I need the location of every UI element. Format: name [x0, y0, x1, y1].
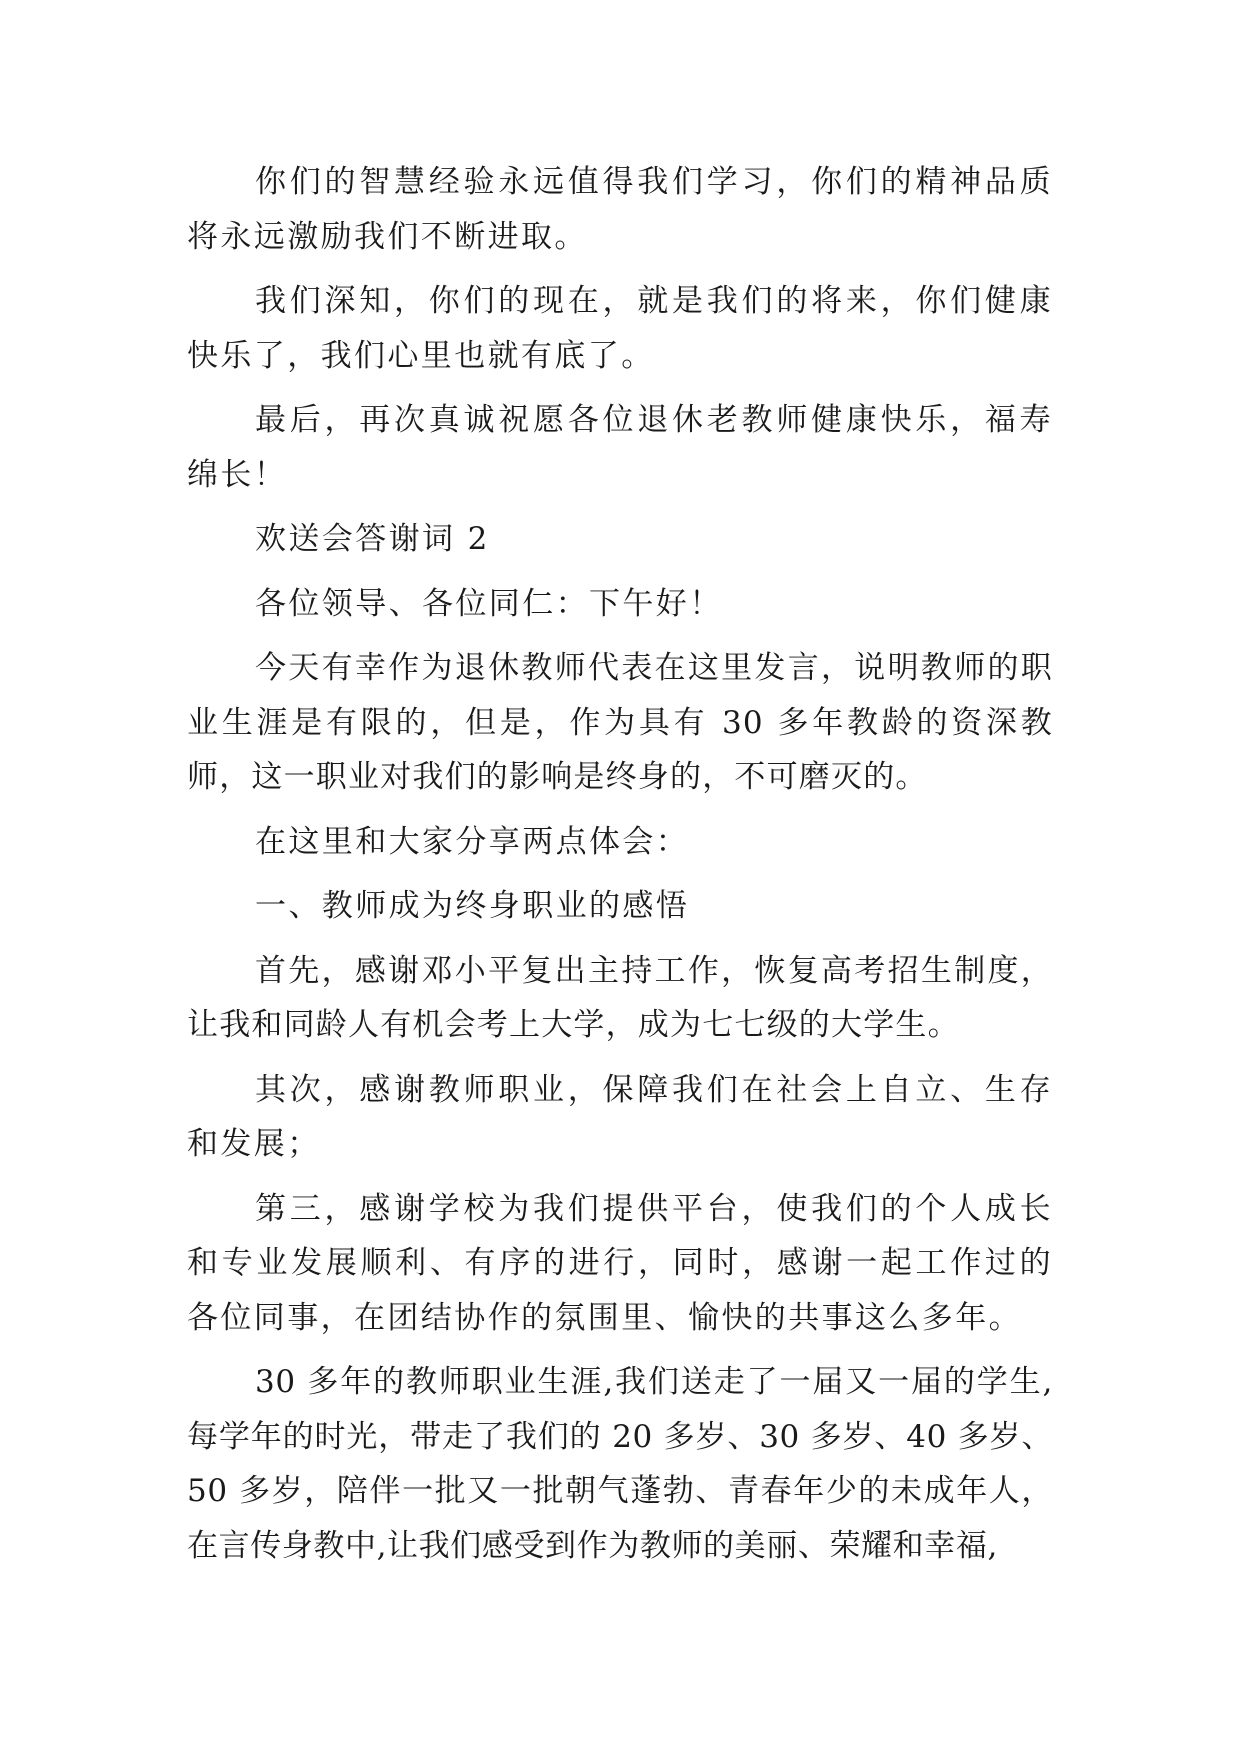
paragraph: 第三，感谢学校为我们提供平台，使我们的个人成长和专业发展顺利、有序的进行，同时，感谢一起工作过的各位同事，在团结协作的氛围里、愉快的共事这么多年。 — [187, 1190, 1053, 1336]
section-heading: 欢送会答谢词 2 — [255, 521, 490, 557]
salutation: 各位领导、各位同仁：下午好！ — [255, 585, 723, 622]
document-body — [187, 155, 1053, 1583]
subsection-heading: 一、教师成为终身职业的感悟 — [255, 888, 690, 924]
paragraph: 在这里和大家分享两点体会： — [255, 823, 690, 860]
paragraph: 首先，感谢邓小平复出主持工作，恢复高考招生制度，让我和同龄人有机会考上大学，成为七七级的大学生。 — [187, 952, 1053, 1043]
paragraph: 最后，再次真诚祝愿各位退休老教师健康快乐，福寿绵长！ — [187, 402, 1053, 493]
paragraph: 其次，感谢教师职业，保障我们在社会上自立、生存和发展； — [187, 1071, 1053, 1162]
paragraph: 今天有幸作为退休教师代表在这里发言，说明教师的职业生涯是有限的，但是，作为具有 30 多年教龄的资深教师，这一职业对我们的影响是终身的，不可磨灭的。 — [187, 650, 1053, 795]
paragraph: 30 多年的教师职业生涯,我们送走了一届又一届的学生,每学年的时光，带走了我们的 20 多岁、30 多岁、40 多岁、50 多岁，陪伴一批又一批朝气蓬勃、青春年少的未成年人，在言传身教中,让我们感受到作为教师的美丽、荣耀和幸福, — [187, 1364, 1053, 1564]
paragraph: 你们的智慧经验永远值得我们学习，你们的精神品质将永远激励我们不断进取。 — [187, 164, 1053, 255]
paragraph: 我们深知，你们的现在，就是我们的将来，你们健康快乐了，我们心里也就有底了。 — [187, 283, 1053, 374]
